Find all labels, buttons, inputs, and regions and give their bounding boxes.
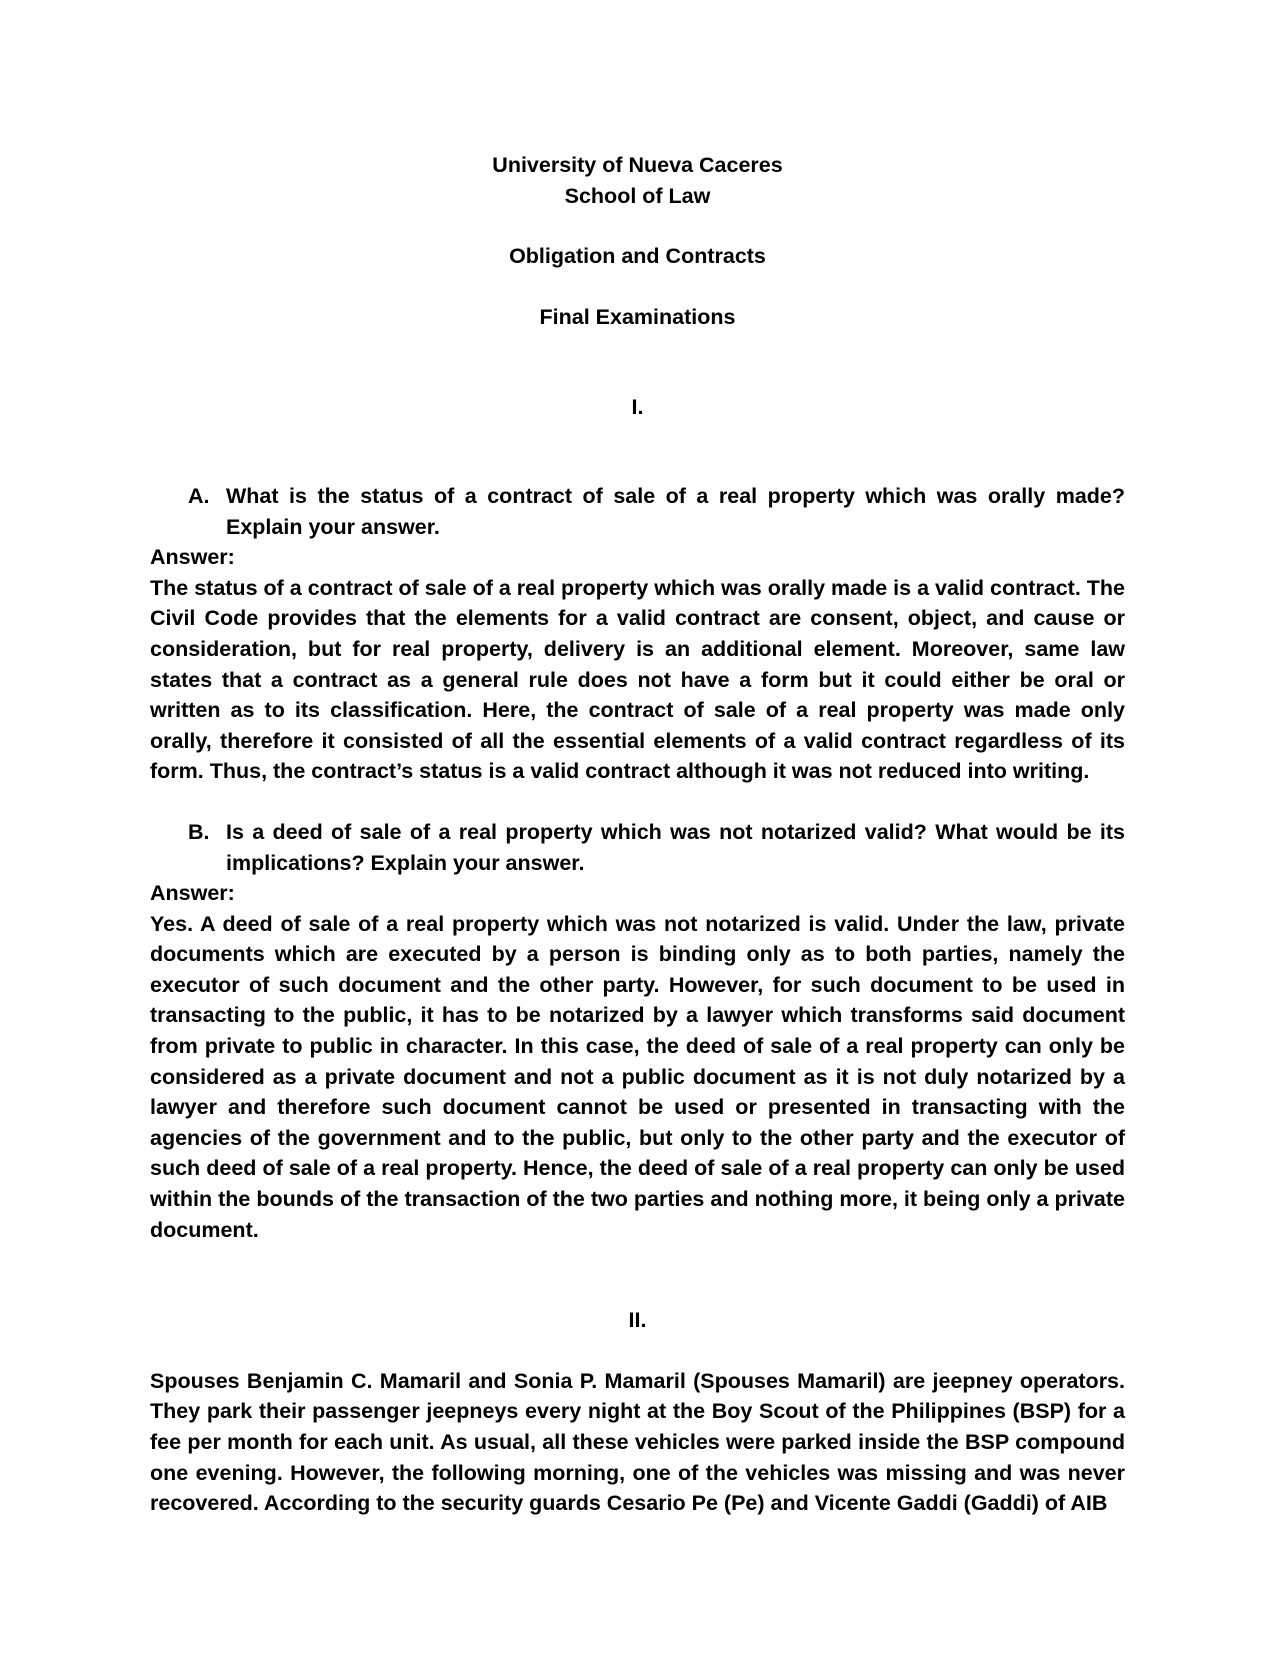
- university-name: University of Nueva Caceres: [492, 153, 783, 177]
- question-b-answer-label: Answer:: [150, 881, 235, 906]
- question-a-answer-label: Answer:: [150, 545, 235, 570]
- section-2-paragraph: Spouses Benjamin C. Mamaril and Sonia P. Mamaril (Spouses Mamaril) are jeepney operators. They park their passenger jeepneys every night at the Boy Scout of the Philippines (BSP) for a fee per month for each unit. As usual, all these vehicles were parked inside the BSP compound one evening. However, the following morning, one of the vehicles was missing and was never recovered. According to the security guards Cesario Pe (Pe) and Vicente Gaddi (Gaddi) of AIB: [150, 1368, 1125, 1516]
- question-a: [150, 481, 1125, 787]
- section-2-numeral: II.: [628, 1308, 647, 1333]
- section-2: [150, 1305, 1125, 1519]
- document-page: [150, 150, 1125, 1519]
- exam-title: Final Examinations: [539, 304, 736, 329]
- question-a-text: What is the status of a contract of sale of a real property which was orally made? Explain your answer.: [226, 483, 1125, 539]
- course-title: Obligation and Contracts: [509, 244, 766, 269]
- question-b-prompt: [150, 817, 1125, 878]
- question-b-letter: B.: [188, 819, 210, 844]
- question-b: [150, 817, 1125, 1245]
- document-header: [150, 150, 1125, 332]
- question-a-answer: The status of a contract of sale of a real property which was orally made is a valid contract. The Civil Code provides that the elements for a valid contract are consent, object, and cause or consideration, but for real property, delivery is an additional element. Moreover, same law states that a contract as a general rule does not have a form but it could either be oral or written as to its classification. Here, the contract of sale of a real property was made only orally, therefore it consisted of all the essential elements of a valid contract regardless of its form. Thus, the contract’s status is a valid contract although it was not reduced into writing.: [150, 575, 1125, 784]
- question-b-answer: Yes. A deed of sale of a real property which was not notarized is valid. Under the law, private documents which are executed by a person is binding only as to both parties, namely the executor of such document and the other party. However, for such document to be used in transacting to the public, it has to be notarized by a lawyer which transforms said document from private to public in character. In this case, the deed of sale of a real property can only be considered as a private document and not a public document as it is not duly notarized by a lawyer and therefore such document cannot be used or presented in transacting with the agencies of the government and to the public, but only to the other party and the executor of such deed of sale of a real property. Hence, the deed of sale of a real property can only be used within the bounds of the transaction of the two parties and nothing more, it being only a private document.: [150, 911, 1125, 1242]
- question-a-prompt: [150, 481, 1125, 542]
- section-1-numeral: I.: [631, 395, 644, 420]
- section-1: [150, 392, 1125, 1245]
- question-a-letter: A.: [188, 483, 210, 508]
- school-name: School of Law: [564, 183, 711, 208]
- question-b-text: Is a deed of sale of a real property which was not notarized valid? What would be its implications? Explain your answer.: [226, 819, 1125, 875]
